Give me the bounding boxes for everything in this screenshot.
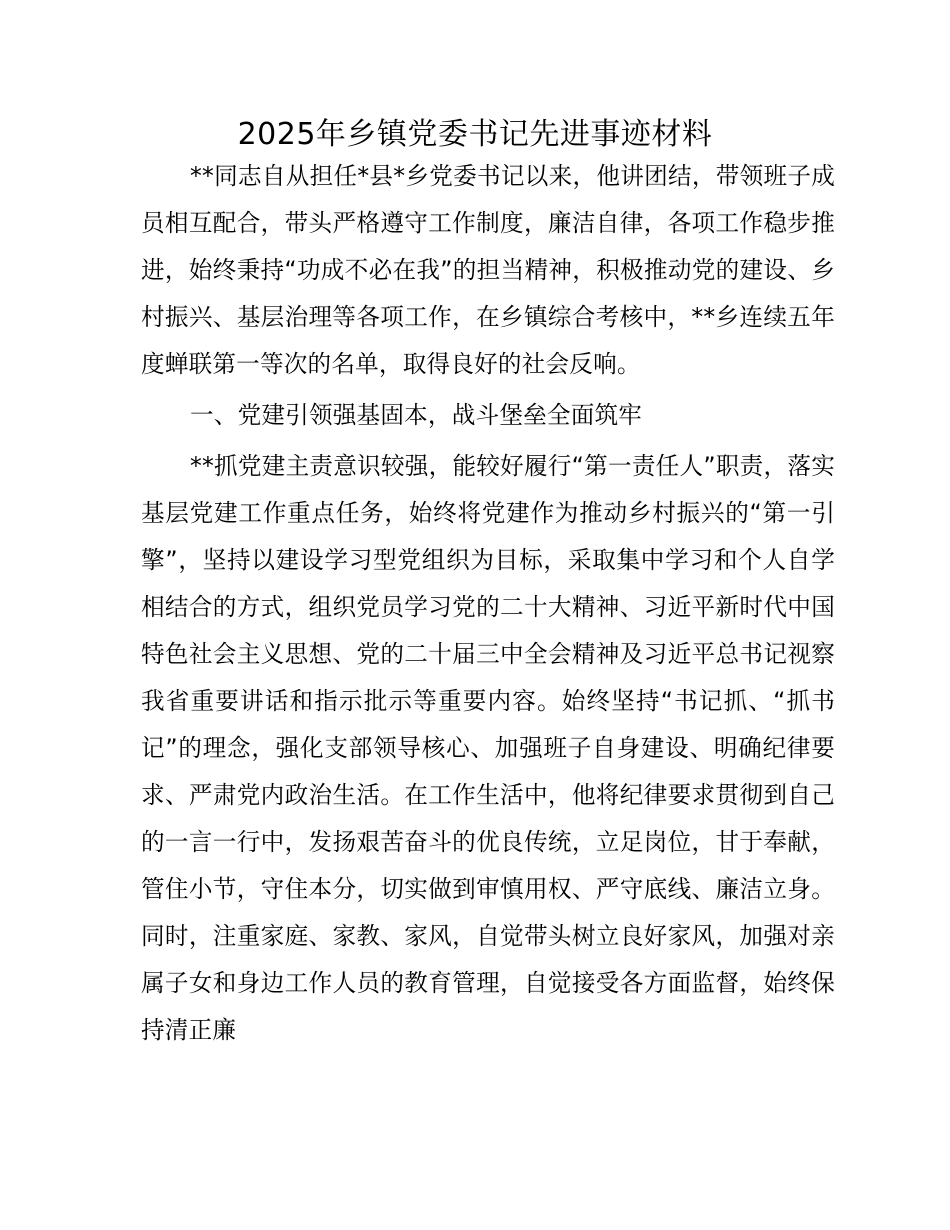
document-body xyxy=(141,153,835,1054)
section-heading-1: 一、党建引领强基固本，战斗堡垒全面筑牢 xyxy=(190,401,643,429)
document-title: 2025年乡镇党委书记先进事迹材料 xyxy=(237,117,713,152)
intro-paragraph: **同志自从担任*县*乡党委书记以来，他讲团结，带领班子成员相互配合，带头严格遵守工作制度，廉洁自律，各项工作稳步推进，始终秉持“功成不必在我”的担当精神，积极推动党的建设、乡村振兴、基层治理等各项工作，在乡镇综合考核中，**乡连续五年度蝉联第一等次的名单，取得良好的社会反响。 xyxy=(141,162,835,378)
section-1-paragraph: **抓党建主责意识较强，能较好履行“第一责任人”职责，落实基层党建工作重点任务，始终将党建作为推动乡村振兴的“第一引擎”，坚持以建设学习型党组织为目标，采取集中学习和个人自学相结合的方式，组织党员学习党的二十大精神、习近平新时代中国特色社会主义思想、党的二十届三中全会精神及习近平总书记视察我省重要讲话和指示批示等重要内容。始终坚持“书记抓、“抓书记”的理念，强化支部领导核心、加强班子自身建设、明确纪律要求、严肃党内政治生活。在工作生活中，他将纪律要求贯彻到自己的一言一行中，发扬艰苦奋斗的优良传统，立足岗位，甘于奉献，管住小节，守住本分，切实做到审慎用权、严守底线、廉洁立身。同时，注重家庭、家教、家风，自觉带头树立良好家风，加强对亲属子女和身边工作人员的教育管理，自觉接受各方面监督，始终保持清正廉 xyxy=(141,452,835,1044)
